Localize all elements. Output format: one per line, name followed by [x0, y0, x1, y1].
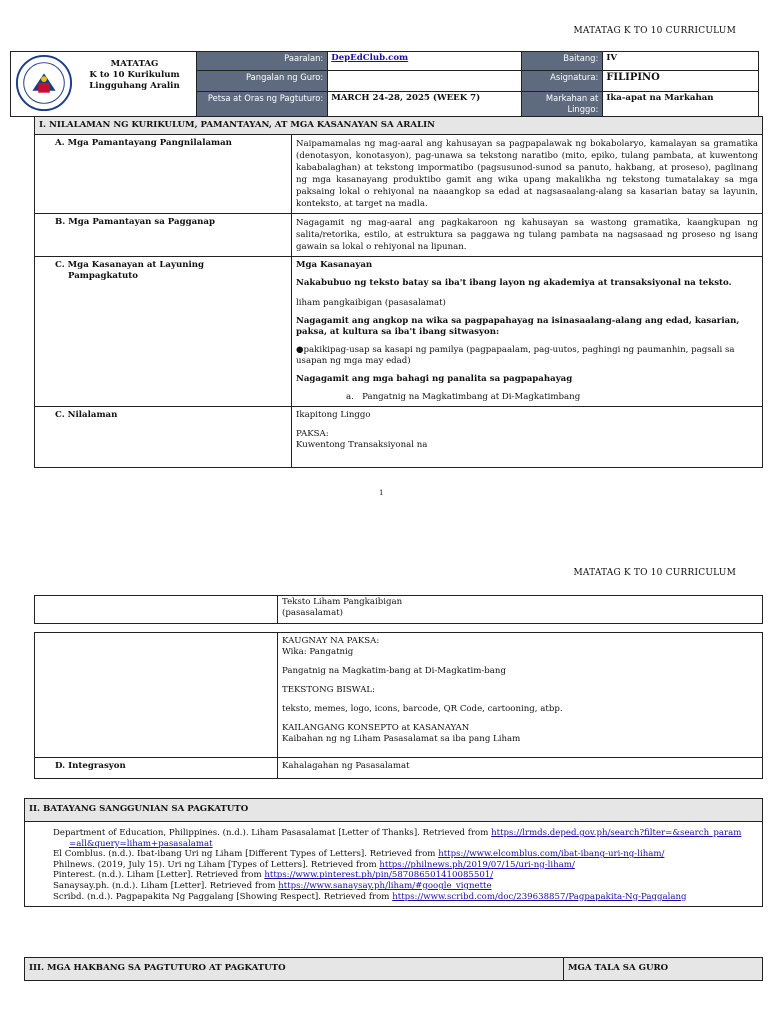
nilalaman-line-3: Kuwentong Transaksiyonal na — [296, 440, 428, 450]
kasanayan-item-3-sub-text: Pangatnig na Magkatimbang at Di-Magkatimbang — [362, 392, 581, 402]
lesson-header-table — [10, 51, 759, 117]
continuation-label-cell — [35, 596, 278, 624]
title-cell — [73, 52, 196, 117]
pamantayan-pagganap-label: B. Mga Pamantayan sa Pagganap — [35, 214, 292, 257]
title-line-2: K to 10 Kurikulum — [89, 70, 180, 80]
list-marker: a. — [346, 392, 354, 402]
kasanayan-item-2-sub — [296, 345, 758, 367]
section1-heading: I. NILALAMAN NG KURIKULUM, PAMANTAYAN, AT MGA KASANAYAN SA ARALIN — [35, 117, 763, 135]
reference-text: Sanaysay.ph. (n.d.). Liham [Letter]. Retrieved from — [53, 880, 279, 891]
reference-text: Scribd. (n.d.). Pagpapakita Ng Paggalang [Showing Respect]. Retrieved from — [53, 891, 393, 902]
reference-link[interactable]: https://www.scribd.com/doc/239638857/Pagpapakita-Ng-Paggalang — [392, 891, 687, 902]
paaralan-link[interactable]: DepEdClub.com — [331, 53, 409, 63]
nilalaman-line-1: Ikapitong Linggo — [296, 410, 371, 420]
markahan-label-line1: Markahan at — [545, 93, 599, 103]
continuation-line-2: (pasasalamat) — [282, 608, 343, 618]
kasanayan-item-1-sub: liham pangkaibigan (pasasalamat) — [296, 298, 446, 308]
nilalaman-line-2: PAKSA: — [296, 429, 329, 439]
reference-item — [53, 881, 742, 892]
petsa-value: MARCH 24-28, 2025 (WEEK 7) — [328, 92, 522, 117]
konsepto-text: Kaibahan ng ng Liham Pasasalamat sa iba pang Liham — [282, 734, 521, 744]
guro-label: Pangalan ng Guro: — [196, 71, 328, 92]
pamantayang-pangnilalaman-text: Naipamamalas ng mag-aaral ang kahusayan sa pagpapalawak ng bokabolaryo, kamalayan sa gramatika (denotasyon, konotasyon), pag-unawa sa tekstong naratibo (mito, epiko, tulang pambata, at kuwentong kababalaghan) at tekstong impormatibo (pagsusunod-sunod sa panuto, hakbang, at proseso), paglinang ng mga kasanayang produktibo gamit ang wika upang makalikha ng tekstong tumatalakay sa mga paksaing lokal o rehiyonal na naaangkop sa edad at nagsasaalang-alang sa kasarian batay sa layunin, konteksto, at target na madla. — [292, 135, 763, 214]
references-cell — [25, 822, 763, 907]
tala-sa-guro-heading: MGA TALA SA GURO — [564, 958, 763, 981]
reference-item — [53, 849, 742, 860]
pamantayan-pagganap-text: Nagagamit ng mag-aaral ang pagkakaroon ng kahusayan sa wastong gramatika, kaangkupan ng salita/retorika, estilo, at estruktura sa paggawa ng tulang pambata na nagsasaad ng proseso ng isang gawain sa lokal o rehiyonal na lipunan. — [292, 214, 763, 257]
continuation-line-1: Teksto Liham Pangkaibigan — [282, 597, 403, 607]
kasanayan-label-line2: Pampagkatuto — [68, 271, 138, 281]
kaugnay-label-cell — [35, 633, 278, 758]
paaralan-value — [328, 52, 522, 71]
reference-text: Department of Education, Philippines. (n.d.). Liham Pasasalamat [Letter of Thanks]. Retrieved from — [53, 828, 492, 838]
asignatura-value: FILIPINO — [603, 71, 759, 92]
section3-table — [24, 957, 763, 981]
continuation-content — [278, 596, 763, 624]
reference-item — [53, 860, 742, 871]
reference-link[interactable]: https://www.sanaysay.ph/liham/#google_vignette — [278, 880, 492, 891]
reference-link[interactable]: https://philnews.ph/2019/07/15/uri-ng-liham/ — [379, 859, 575, 870]
asignatura-label: Asignatura: — [522, 71, 603, 92]
reference-text: Philnews. (2019, July 15). Uri ng Liham [Types of Letters]. Retrieved from — [53, 859, 380, 870]
kasanayan-item-2-sub-text: pakikipag-usap sa kasapi ng pamilya (pagpapaalam, pag-uutos, paghingi ng paumanhin, pagsali sa usapan ng mga may edad) — [296, 345, 735, 366]
pamantayang-pangnilalaman-label: A. Mga Pamantayang Pangnilalaman — [35, 135, 292, 214]
reference-link[interactable]: https://www.elcomblus.com/ibat-ibang-uri-ng-liham/ — [438, 849, 665, 860]
reference-link[interactable]: https://www.pinterest.ph/pin/587086501410085501/ — [264, 870, 494, 881]
kasanayan-item-1: Nakabubuo ng teksto batay sa iba't ibang layon ng akademiya at transaksiyonal na teksto. — [296, 278, 732, 288]
markahan-value: Ika-apat na Markahan — [603, 92, 759, 117]
reference-item — [53, 870, 742, 881]
kaugnay-wika: Wika: Pangatnig — [282, 647, 354, 657]
reference-item — [53, 828, 742, 849]
kaugnay-pangatnig: Pangatnig na Magkatim-bang at Di-Magkatim-bang — [282, 666, 506, 676]
section1-table — [34, 116, 763, 468]
integrasyon-text: Kahalagahan ng Pasasalamat — [278, 758, 763, 779]
title-line-1: MATATAG — [110, 59, 159, 69]
section3-heading: III. MGA HAKBANG SA PAGTUTURO AT PAGKATUTO — [25, 958, 564, 981]
kasanayan-item-3: Nagagamit ang mga bahagi ng panalita sa pagpapahayag — [296, 374, 573, 384]
kasanayan-item-3-sub — [296, 392, 758, 403]
references-list — [53, 828, 742, 902]
reference-text: El Comblus. (n.d.). Ibat-ibang Uri ng Liham [Different Types of Letters]. Retrieved from — [53, 849, 439, 860]
tekstong-biswal-heading: TEKSTONG BISWAL: — [282, 685, 376, 695]
paaralan-label: Paaralan: — [196, 52, 328, 71]
kasanayan-content — [292, 257, 763, 407]
kaugnay-table — [34, 632, 763, 779]
continuation-table — [34, 595, 763, 624]
kasanayan-label-line1: C. Mga Kasanayan at Layuning — [55, 260, 204, 270]
baitang-value: IV — [603, 52, 759, 71]
section2-heading: II. BATAYANG SANGGUNIAN SA PAGKATUTO — [25, 799, 763, 822]
kasanayan-heading: Mga Kasanayan — [296, 260, 373, 270]
markahan-label — [522, 92, 603, 117]
running-header-2: MATATAG K TO 10 CURRICULUM — [573, 568, 736, 578]
reference-item — [53, 892, 742, 903]
guro-value — [328, 71, 522, 92]
deped-seal-icon — [15, 54, 73, 112]
kaugnay-heading: KAUGNAY NA PAKSA: — [282, 636, 380, 646]
page-number: 1 — [379, 489, 384, 497]
petsa-label: Petsa at Oras ng Pagtuturo: — [196, 92, 328, 117]
reference-text: Pinterest. (n.d.). Liham [Letter]. Retrieved from — [53, 870, 265, 881]
running-header: MATATAG K TO 10 CURRICULUM — [573, 26, 736, 36]
nilalaman-label: C. Nilalaman — [35, 407, 292, 468]
baitang-label: Baitang: — [522, 52, 603, 71]
nilalaman-content — [292, 407, 763, 468]
kaugnay-content — [278, 633, 763, 758]
integrasyon-label: D. Integrasyon — [35, 758, 278, 779]
title-line-3: Lingguhang Aralin — [89, 81, 180, 91]
markahan-label-line2: Linggo: — [567, 104, 599, 114]
reference-link[interactable]: https://lrmds.deped.gov.ph/search?filter=&search_param=all&query=liham+pasasalamat — [69, 828, 742, 849]
seal-cell — [11, 52, 74, 117]
bullet-icon: ● — [296, 345, 304, 355]
tekstong-biswal-list: teksto, memes, logo, icons, barcode, QR Code, cartooning, atbp. — [282, 704, 563, 714]
kasanayan-item-2: Nagagamit ang angkop na wika sa pagpapahayag na isinasaalang-alang ang edad, kasarian, paksa, at kultura sa iba't ibang sitwasyon: — [296, 316, 740, 337]
konsepto-heading: KAILANGANG KONSEPTO at KASANAYAN — [282, 723, 470, 733]
section2-table — [24, 798, 763, 907]
kasanayan-label — [35, 257, 292, 407]
